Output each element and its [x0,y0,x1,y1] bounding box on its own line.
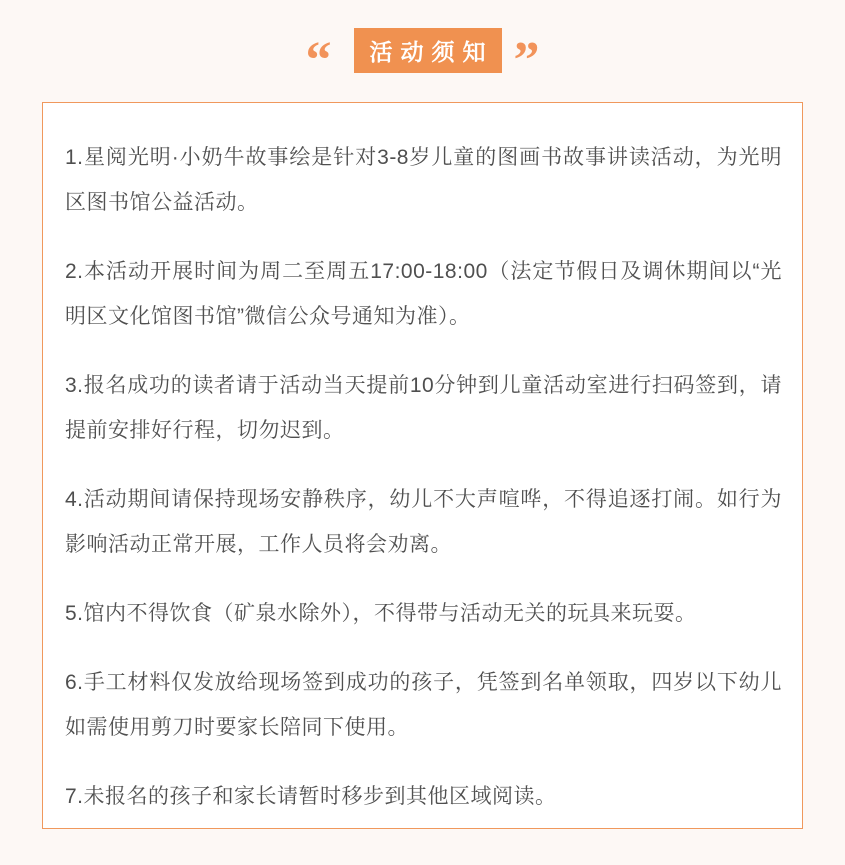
notice-header: “ 活动须知 ” [0,0,845,73]
notice-paragraph-6: 6.手工材料仅发放给现场签到成功的孩子，凭签到名单领取，四岁以下幼儿如需使用剪刀时要家长陪同下使用。 [65,671,782,739]
notice-paragraph-2: 2.本活动开展时间为周二至周五17:00-18:00（法定节假日及调休期间以“光明区文化馆图书馆”微信公众号通知为准）。 [65,260,782,328]
notice-title-badge: 活动须知 [354,28,502,73]
notice-paragraph-7: 7.未报名的孩子和家长请暂时移步到其他区域阅读。 [65,785,557,808]
notice-paragraph-4: 4.活动期间请保持现场安静秩序，幼儿不大声喧哗，不得追逐打闹。如行为影响活动正常开展，工作人员将会劝离。 [65,488,782,556]
notice-box [42,102,803,829]
notice-paragraph-5: 5.馆内不得饮食（矿泉水除外），不得带与活动无关的玩具来玩耍。 [65,602,697,625]
notice-paragraph-3: 3.报名成功的读者请于活动当天提前10分钟到儿童活动室进行扫码签到，请提前安排好行程，切勿迟到。 [65,374,782,442]
notice-paragraph-1: 1.星阅光明·小奶牛故事绘是针对3-8岁儿童的图画书故事讲读活动，为光明区图书馆公益活动。 [65,146,782,214]
